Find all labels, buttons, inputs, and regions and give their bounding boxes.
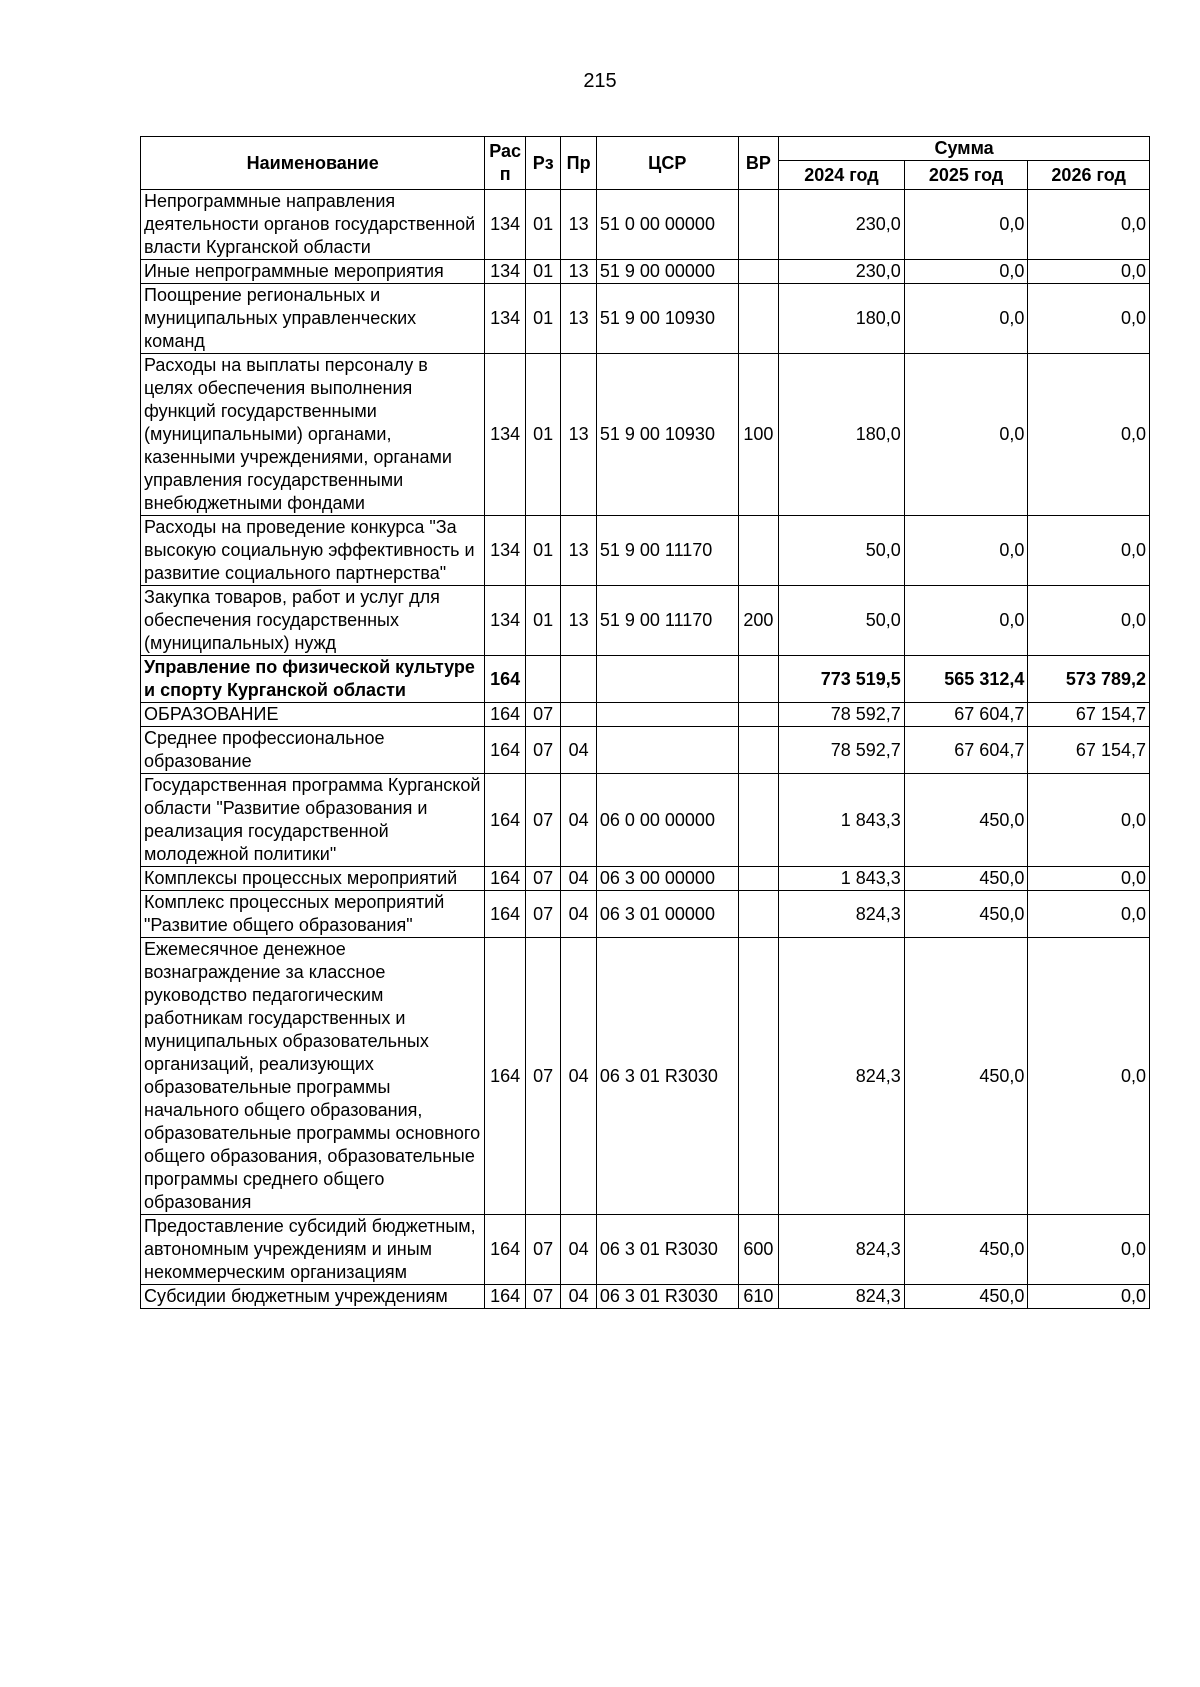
table-row <box>141 516 1150 586</box>
cell-y2024: 824,3 <box>779 1285 905 1309</box>
cell-y2026: 0,0 <box>1028 586 1150 656</box>
cell-vr <box>738 891 779 938</box>
cell-y2024: 180,0 <box>779 354 905 516</box>
cell-y2026: 0,0 <box>1028 516 1150 586</box>
cell-y2026: 0,0 <box>1028 867 1150 891</box>
cell-rz: 07 <box>525 1285 560 1309</box>
cell-y2025: 450,0 <box>904 938 1028 1215</box>
cell-rz: 01 <box>525 586 560 656</box>
cell-rasp: 164 <box>485 867 526 891</box>
header-name: Наименование <box>141 137 485 190</box>
table-row <box>141 727 1150 774</box>
table-row <box>141 1285 1150 1309</box>
table-row <box>141 774 1150 867</box>
cell-rasp: 164 <box>485 703 526 727</box>
header-rz: Рз <box>525 137 560 190</box>
table-row <box>141 260 1150 284</box>
cell-pr: 13 <box>561 190 596 260</box>
cell-y2025: 0,0 <box>904 190 1028 260</box>
cell-vr: 610 <box>738 1285 779 1309</box>
cell-csr: 06 3 00 00000 <box>596 867 738 891</box>
cell-rz: 07 <box>525 891 560 938</box>
cell-csr: 51 9 00 10930 <box>596 354 738 516</box>
cell-name: Субсидии бюджетным учреждениям <box>141 1285 485 1309</box>
page-number: 215 <box>583 70 617 92</box>
table-header <box>141 137 1150 190</box>
cell-name: Среднее профессиональное образование <box>141 727 485 774</box>
cell-pr: 13 <box>561 586 596 656</box>
cell-y2025: 450,0 <box>904 1215 1028 1285</box>
cell-y2025: 0,0 <box>904 354 1028 516</box>
cell-pr: 13 <box>561 354 596 516</box>
cell-rasp: 134 <box>485 516 526 586</box>
cell-name: Поощрение региональных и муниципальных управленческих команд <box>141 284 485 354</box>
cell-csr: 06 3 01 00000 <box>596 891 738 938</box>
header-csr: ЦСР <box>596 137 738 190</box>
cell-y2024: 180,0 <box>779 284 905 354</box>
cell-vr: 100 <box>738 354 779 516</box>
cell-vr <box>738 727 779 774</box>
table-row <box>141 703 1150 727</box>
cell-y2024: 230,0 <box>779 260 905 284</box>
cell-csr <box>596 727 738 774</box>
cell-name: Комплексы процессных мероприятий <box>141 867 485 891</box>
cell-vr <box>738 516 779 586</box>
table-row <box>141 1215 1150 1285</box>
cell-name: ОБРАЗОВАНИЕ <box>141 703 485 727</box>
table-row <box>141 938 1150 1215</box>
cell-y2024: 78 592,7 <box>779 703 905 727</box>
cell-rasp: 134 <box>485 190 526 260</box>
cell-pr: 04 <box>561 891 596 938</box>
cell-csr: 51 9 00 10930 <box>596 284 738 354</box>
cell-y2026: 0,0 <box>1028 284 1150 354</box>
cell-vr <box>738 284 779 354</box>
cell-rz: 07 <box>525 774 560 867</box>
cell-pr: 04 <box>561 867 596 891</box>
cell-pr: 04 <box>561 938 596 1215</box>
cell-vr: 600 <box>738 1215 779 1285</box>
cell-vr <box>738 774 779 867</box>
cell-rasp: 164 <box>485 1285 526 1309</box>
cell-y2025: 450,0 <box>904 1285 1028 1309</box>
cell-pr: 13 <box>561 284 596 354</box>
cell-y2024: 773 519,5 <box>779 656 905 703</box>
cell-rz: 07 <box>525 938 560 1215</box>
cell-y2026: 0,0 <box>1028 1215 1150 1285</box>
header-rasp <box>485 137 526 190</box>
cell-vr <box>738 656 779 703</box>
cell-y2025: 450,0 <box>904 867 1028 891</box>
cell-y2026: 67 154,7 <box>1028 727 1150 774</box>
cell-name: Расходы на проведение конкурса "За высокую социальную эффективность и развитие социального партнерства" <box>141 516 485 586</box>
cell-rz <box>525 656 560 703</box>
cell-rasp: 164 <box>485 891 526 938</box>
cell-name: Государственная программа Курганской области "Развитие образования и реализация государственной молодежной политики" <box>141 774 485 867</box>
cell-y2025: 0,0 <box>904 516 1028 586</box>
table-row <box>141 284 1150 354</box>
table-row <box>141 354 1150 516</box>
cell-y2026: 0,0 <box>1028 354 1150 516</box>
header-rasp-line2: п <box>499 164 511 184</box>
cell-name: Иные непрограммные мероприятия <box>141 260 485 284</box>
cell-vr <box>738 260 779 284</box>
cell-rasp: 134 <box>485 284 526 354</box>
header-vr: ВР <box>738 137 779 190</box>
cell-y2024: 230,0 <box>779 190 905 260</box>
cell-y2024: 1 843,3 <box>779 774 905 867</box>
cell-rasp: 134 <box>485 586 526 656</box>
header-sum: Сумма <box>779 137 1150 161</box>
cell-rz: 01 <box>525 516 560 586</box>
cell-pr <box>561 656 596 703</box>
cell-y2026: 67 154,7 <box>1028 703 1150 727</box>
header-2025: 2025 год <box>904 161 1028 190</box>
cell-rz: 07 <box>525 1215 560 1285</box>
cell-pr: 13 <box>561 260 596 284</box>
cell-y2024: 50,0 <box>779 586 905 656</box>
cell-y2025: 450,0 <box>904 774 1028 867</box>
cell-pr: 04 <box>561 1215 596 1285</box>
cell-csr: 06 0 00 00000 <box>596 774 738 867</box>
cell-pr: 13 <box>561 516 596 586</box>
cell-y2025: 450,0 <box>904 891 1028 938</box>
cell-rz: 07 <box>525 727 560 774</box>
table-row <box>141 586 1150 656</box>
cell-csr <box>596 703 738 727</box>
cell-rasp: 164 <box>485 727 526 774</box>
cell-rasp: 164 <box>485 774 526 867</box>
cell-csr: 06 3 01 R3030 <box>596 1285 738 1309</box>
table-row <box>141 656 1150 703</box>
cell-csr: 51 0 00 00000 <box>596 190 738 260</box>
header-2024: 2024 год <box>779 161 905 190</box>
cell-y2024: 78 592,7 <box>779 727 905 774</box>
cell-y2024: 50,0 <box>779 516 905 586</box>
cell-vr: 200 <box>738 586 779 656</box>
cell-name: Закупка товаров, работ и услуг для обеспечения государственных (муниципальных) нужд <box>141 586 485 656</box>
cell-csr: 51 9 00 11170 <box>596 586 738 656</box>
cell-pr <box>561 703 596 727</box>
cell-csr: 51 9 00 00000 <box>596 260 738 284</box>
cell-y2024: 824,3 <box>779 1215 905 1285</box>
cell-name: Непрограммные направления деятельности органов государственной власти Курганской области <box>141 190 485 260</box>
cell-name: Ежемесячное денежное вознаграждение за классное руководство педагогическим работникам государственных и муниципальных образовательных организаций, реализующих образовательные программы начального общего образования, образовательные программы основного общего образования, образовательные программы среднего общего образования <box>141 938 485 1215</box>
cell-y2025: 0,0 <box>904 260 1028 284</box>
table-row <box>141 867 1150 891</box>
cell-y2025: 67 604,7 <box>904 703 1028 727</box>
cell-y2026: 573 789,2 <box>1028 656 1150 703</box>
cell-name: Расходы на выплаты персоналу в целях обеспечения выполнения функций государственными (муниципальными) органами, казенными учреждениями, органами управления государственными внебюджетными фондами <box>141 354 485 516</box>
cell-rz: 07 <box>525 867 560 891</box>
cell-rasp: 134 <box>485 260 526 284</box>
cell-y2026: 0,0 <box>1028 260 1150 284</box>
cell-y2025: 565 312,4 <box>904 656 1028 703</box>
table-row <box>141 891 1150 938</box>
cell-y2024: 824,3 <box>779 891 905 938</box>
header-rasp-line1: Рас <box>489 141 522 161</box>
cell-rz: 07 <box>525 703 560 727</box>
cell-y2024: 824,3 <box>779 938 905 1215</box>
cell-vr <box>738 703 779 727</box>
cell-y2026: 0,0 <box>1028 190 1150 260</box>
cell-name: Управление по физической культуре и спорту Курганской области <box>141 656 485 703</box>
cell-csr <box>596 656 738 703</box>
cell-name: Предоставление субсидий бюджетным, автономным учреждениям и иным некоммерческим организациям <box>141 1215 485 1285</box>
cell-rasp: 164 <box>485 938 526 1215</box>
header-2026: 2026 год <box>1028 161 1150 190</box>
cell-csr: 06 3 01 R3030 <box>596 1215 738 1285</box>
cell-rz: 01 <box>525 284 560 354</box>
cell-rz: 01 <box>525 260 560 284</box>
cell-y2024: 1 843,3 <box>779 867 905 891</box>
cell-vr <box>738 190 779 260</box>
cell-rz: 01 <box>525 354 560 516</box>
cell-y2026: 0,0 <box>1028 1285 1150 1309</box>
header-pr: Пр <box>561 137 596 190</box>
table-body <box>141 190 1150 1309</box>
cell-rz: 01 <box>525 190 560 260</box>
cell-pr: 04 <box>561 727 596 774</box>
cell-pr: 04 <box>561 774 596 867</box>
table-row <box>141 190 1150 260</box>
cell-rasp: 164 <box>485 1215 526 1285</box>
cell-y2025: 67 604,7 <box>904 727 1028 774</box>
cell-y2025: 0,0 <box>904 284 1028 354</box>
cell-rasp: 134 <box>485 354 526 516</box>
cell-vr <box>738 938 779 1215</box>
cell-pr: 04 <box>561 1285 596 1309</box>
cell-y2026: 0,0 <box>1028 891 1150 938</box>
cell-rasp: 164 <box>485 656 526 703</box>
budget-table <box>140 136 1150 1309</box>
cell-y2025: 0,0 <box>904 586 1028 656</box>
cell-csr: 51 9 00 11170 <box>596 516 738 586</box>
cell-y2026: 0,0 <box>1028 938 1150 1215</box>
cell-name: Комплекс процессных мероприятий "Развитие общего образования" <box>141 891 485 938</box>
cell-y2026: 0,0 <box>1028 774 1150 867</box>
cell-vr <box>738 867 779 891</box>
cell-csr: 06 3 01 R3030 <box>596 938 738 1215</box>
